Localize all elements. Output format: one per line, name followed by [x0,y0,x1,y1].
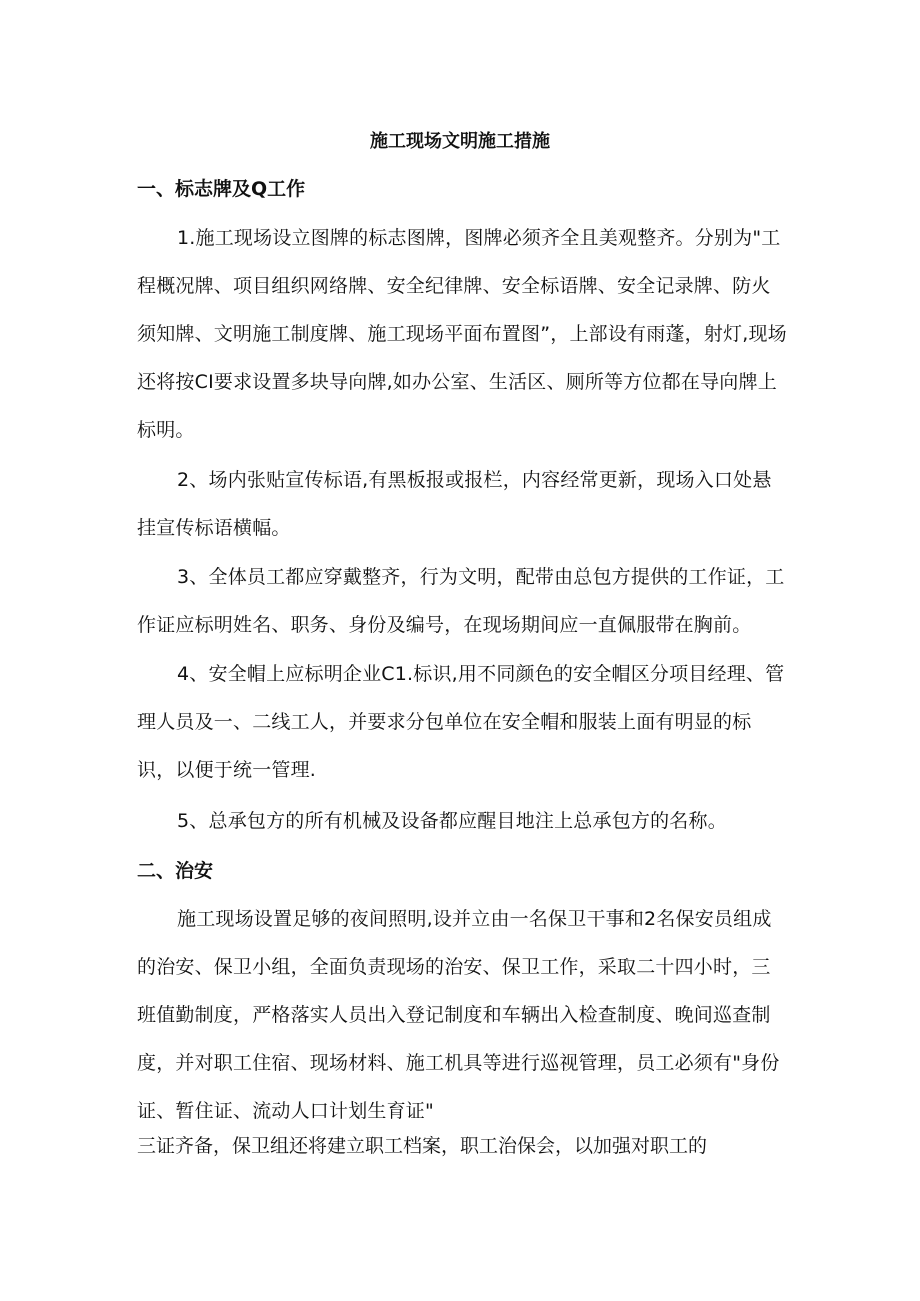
paragraph-signage-5: 5、总承包方的所有机械及设备都应醒目地注上总承包方的名称。 [177,810,727,832]
paragraph-signage-3: 3、全体员工都应穿戴整齐，行为文明，配带由总包方提供的工作证，工作证应标明姓名、职务、身份及编号，在现场期间应一直佩服带在胸前。 [137,566,785,636]
section-heading-signage: 一、标志牌及Q工作 [137,178,306,200]
paragraph-security-continuation: 三证齐备，保卫组还将建立职工档案，职工治保会，以加强对职工的 [137,1135,708,1157]
paragraph-security-1: 施工现场设置足够的夜间照明,设并立由一名保卫干事和2名保安员组成的治安、保卫小组，全面负责现场的治安、保卫工作，采取二十四小时，三班值勤制度，严格落实人员出入登记制度和车辆出入检查制度、晚间巡查制度，并对职工住宿、现场材料、施工机具等进行巡视管理，员工必须有"身份证、暂住证、流动人口计划生育证" [137,908,780,1122]
paragraph-signage-4: 4、安全帽上应标明企业C1.标识,用不同颜色的安全帽区分项目经理、管理人员及一、二线工人，并要求分包单位在安全帽和服装上面有明显的标识，以便于统一管理. [137,663,785,781]
page-title: 施工现场文明施工措施 [370,131,550,152]
paragraph-signage-2: 2、场内张贴宣传标语,有黑板报或报栏，内容经常更新，现场入口处悬挂宣传标语横幅。 [137,469,772,539]
section-heading-security: 二、治安 [137,860,214,882]
paragraph-signage-1: 1.施工现场设立图牌的标志图牌，图牌必须齐全且美观整齐。分别为"工程概况牌、项目组织网络牌、安全纪律牌、安全标语牌、安全记录牌、防火须知牌、文明施工制度牌、施工现场平面布置图”，上部设有雨蓬，射灯,现场还将按CI要求设置多块导向牌,如办公室、生活区、厕所等方位都在导向牌上标明。 [137,227,787,441]
